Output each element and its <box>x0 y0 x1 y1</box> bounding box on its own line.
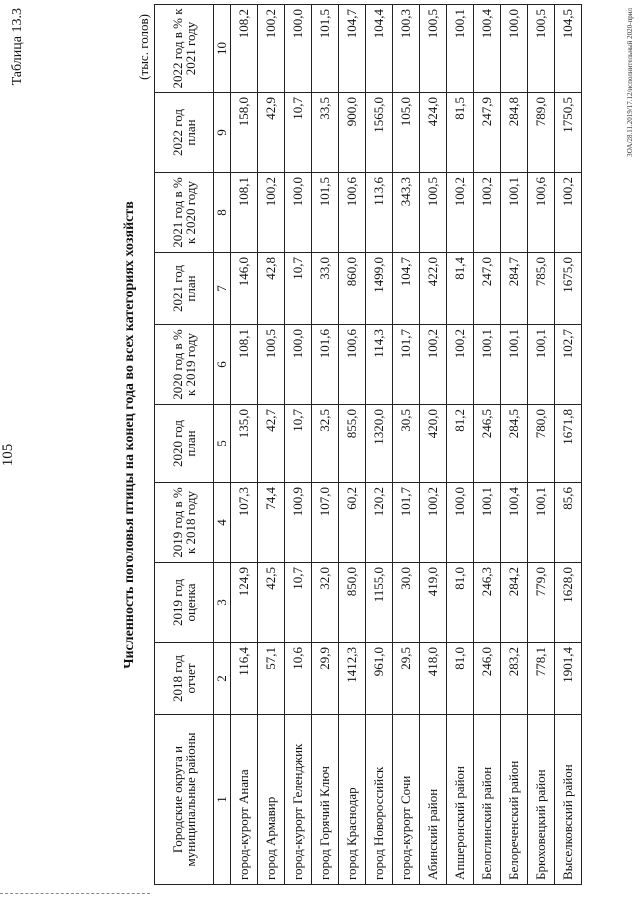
value-cell: 100,4 <box>474 5 501 93</box>
value-cell: 247,9 <box>474 93 501 173</box>
value-cell: 961,0 <box>366 643 393 715</box>
column-number: 1 <box>214 715 231 885</box>
value-cell: 246,3 <box>474 563 501 643</box>
value-cell: 104,7 <box>339 5 366 93</box>
value-cell: 33,0 <box>312 253 339 325</box>
column-number: 10 <box>214 5 231 93</box>
table-row <box>339 5 366 885</box>
value-cell: 32,0 <box>312 563 339 643</box>
value-cell: 419,0 <box>420 563 447 643</box>
value-cell: 284,8 <box>501 93 528 173</box>
column-number: 5 <box>214 405 231 483</box>
value-cell: 100,6 <box>339 173 366 253</box>
value-cell: 113,6 <box>366 173 393 253</box>
value-cell: 100,6 <box>528 173 555 253</box>
page-number: 105 <box>0 443 16 467</box>
table-row <box>366 5 393 885</box>
value-cell: 100,1 <box>474 483 501 563</box>
table-row <box>447 5 474 885</box>
value-cell: 124,9 <box>231 563 258 643</box>
value-cell: 100,1 <box>528 483 555 563</box>
value-cell: 10,7 <box>285 93 312 173</box>
value-cell: 1320,0 <box>366 405 393 483</box>
table-row <box>312 5 339 885</box>
value-cell: 100,1 <box>474 325 501 405</box>
value-cell: 100,0 <box>285 5 312 93</box>
value-cell: 81,0 <box>447 563 474 643</box>
value-cell: 100,1 <box>528 325 555 405</box>
value-cell: 343,3 <box>393 173 420 253</box>
value-cell: 29,5 <box>393 643 420 715</box>
district-name-cell: Брюховецкий район <box>528 715 555 885</box>
value-cell: 100,2 <box>420 483 447 563</box>
value-cell: 101,6 <box>312 325 339 405</box>
value-cell: 100,2 <box>447 325 474 405</box>
header-cell: 2019 год оценка <box>155 563 214 643</box>
value-cell: 42,9 <box>258 93 285 173</box>
value-cell: 32,5 <box>312 405 339 483</box>
value-cell: 1671,8 <box>555 405 582 483</box>
district-name-cell: город Новороссийск <box>366 715 393 885</box>
header-cell: 2022 год в % к 2021 году <box>155 5 214 93</box>
value-cell: 42,5 <box>258 563 285 643</box>
table-title: Численность поголовья птицы на конец года во всех категориях хозяйств <box>122 201 137 669</box>
value-cell: 107,3 <box>231 483 258 563</box>
value-cell: 30,0 <box>393 563 420 643</box>
value-cell: 101,5 <box>312 5 339 93</box>
table-row <box>393 5 420 885</box>
value-cell: 60,2 <box>339 483 366 563</box>
value-cell: 81,2 <box>447 405 474 483</box>
value-cell: 284,2 <box>501 563 528 643</box>
value-cell: 85,6 <box>555 483 582 563</box>
value-cell: 100,2 <box>447 173 474 253</box>
value-cell: 1750,5 <box>555 93 582 173</box>
table-label: Таблица 13.3 <box>10 8 25 86</box>
value-cell: 1675,0 <box>555 253 582 325</box>
value-cell: 246,0 <box>474 643 501 715</box>
district-name-cell: город-курорт Сочи <box>393 715 420 885</box>
value-cell: 42,8 <box>258 253 285 325</box>
table-row <box>231 5 258 885</box>
header-row <box>155 5 214 885</box>
table-row <box>258 5 285 885</box>
value-cell: 100,2 <box>258 5 285 93</box>
value-cell: 114,3 <box>366 325 393 405</box>
value-cell: 1901,4 <box>555 643 582 715</box>
value-cell: 105,0 <box>393 93 420 173</box>
value-cell: 100,2 <box>258 173 285 253</box>
value-cell: 283,2 <box>501 643 528 715</box>
value-cell: 108,1 <box>231 325 258 405</box>
table-row <box>555 5 582 885</box>
value-cell: 100,6 <box>339 325 366 405</box>
header-cell: 2021 год план <box>155 253 214 325</box>
header-cell: 2018 год отчет <box>155 643 214 715</box>
value-cell: 57,1 <box>258 643 285 715</box>
header-cell: 2019 год в % к 2018 году <box>155 483 214 563</box>
table-row <box>501 5 528 885</box>
value-cell: 104,5 <box>555 5 582 93</box>
district-name-cell: Абинский район <box>420 715 447 885</box>
column-number: 3 <box>214 563 231 643</box>
value-cell: 1499,0 <box>366 253 393 325</box>
column-number: 6 <box>214 325 231 405</box>
value-cell: 778,1 <box>528 643 555 715</box>
value-cell: 108,2 <box>231 5 258 93</box>
value-cell: 420,0 <box>420 405 447 483</box>
value-cell: 780,0 <box>528 405 555 483</box>
column-number: 9 <box>214 93 231 173</box>
table-row <box>528 5 555 885</box>
value-cell: 100,9 <box>285 483 312 563</box>
value-cell: 422,0 <box>420 253 447 325</box>
value-cell: 100,1 <box>501 325 528 405</box>
district-name-cell: город Горячий Ключ <box>312 715 339 885</box>
value-cell: 104,4 <box>366 5 393 93</box>
value-cell: 785,0 <box>528 253 555 325</box>
value-cell: 81,5 <box>447 93 474 173</box>
value-cell: 100,2 <box>474 173 501 253</box>
value-cell: 10,7 <box>285 563 312 643</box>
value-cell: 10,7 <box>285 253 312 325</box>
value-cell: 81,4 <box>447 253 474 325</box>
value-cell: 33,5 <box>312 93 339 173</box>
value-cell: 100,4 <box>501 483 528 563</box>
table-row <box>420 5 447 885</box>
value-cell: 100,5 <box>528 5 555 93</box>
column-number: 8 <box>214 173 231 253</box>
value-cell: 42,7 <box>258 405 285 483</box>
value-cell: 102,7 <box>555 325 582 405</box>
header-cell: Городские округа и муниципальные районы <box>155 715 214 885</box>
value-cell: 101,7 <box>393 325 420 405</box>
district-name-cell: Апшеронский район <box>447 715 474 885</box>
value-cell: 424,0 <box>420 93 447 173</box>
value-cell: 100,0 <box>285 325 312 405</box>
footer-note: ЗОА/28.11.2019/17.12/исполнительный 2020-прил <box>626 8 634 157</box>
units-note: (тыс. голов) <box>136 14 151 80</box>
value-cell: 1155,0 <box>366 563 393 643</box>
header-cell: 2020 год план <box>155 405 214 483</box>
value-cell: 29,9 <box>312 643 339 715</box>
column-number-row <box>214 5 231 885</box>
district-name-cell: город Краснодар <box>339 715 366 885</box>
value-cell: 108,1 <box>231 173 258 253</box>
value-cell: 418,0 <box>420 643 447 715</box>
value-cell: 10,6 <box>285 643 312 715</box>
value-cell: 779,0 <box>528 563 555 643</box>
column-number: 7 <box>214 253 231 325</box>
table-row <box>285 5 312 885</box>
value-cell: 1565,0 <box>366 93 393 173</box>
poultry-table <box>154 4 582 885</box>
value-cell: 246,5 <box>474 405 501 483</box>
value-cell: 860,0 <box>339 253 366 325</box>
value-cell: 120,2 <box>366 483 393 563</box>
district-name-cell: Белореченский район <box>501 715 528 885</box>
value-cell: 107,0 <box>312 483 339 563</box>
value-cell: 100,0 <box>501 5 528 93</box>
value-cell: 900,0 <box>339 93 366 173</box>
value-cell: 855,0 <box>339 405 366 483</box>
table-row <box>474 5 501 885</box>
value-cell: 100,2 <box>555 173 582 253</box>
value-cell: 1412,3 <box>339 643 366 715</box>
district-name-cell: Выселковский район <box>555 715 582 885</box>
table-body <box>231 5 582 885</box>
value-cell: 100,5 <box>258 325 285 405</box>
value-cell: 284,5 <box>501 405 528 483</box>
value-cell: 158,0 <box>231 93 258 173</box>
value-cell: 116,4 <box>231 643 258 715</box>
header-cell: 2022 год план <box>155 93 214 173</box>
value-cell: 10,7 <box>285 405 312 483</box>
value-cell: 100,1 <box>501 173 528 253</box>
value-cell: 146,0 <box>231 253 258 325</box>
district-name-cell: Белоглинский район <box>474 715 501 885</box>
district-name-cell: город Армавир <box>258 715 285 885</box>
value-cell: 81,0 <box>447 643 474 715</box>
value-cell: 789,0 <box>528 93 555 173</box>
value-cell: 135,0 <box>231 405 258 483</box>
value-cell: 30,5 <box>393 405 420 483</box>
value-cell: 100,0 <box>285 173 312 253</box>
header-cell: 2020 год в % к 2019 году <box>155 325 214 405</box>
district-name-cell: город-курорт Анапа <box>231 715 258 885</box>
value-cell: 101,5 <box>312 173 339 253</box>
value-cell: 100,5 <box>420 5 447 93</box>
value-cell: 100,1 <box>447 5 474 93</box>
value-cell: 247,0 <box>474 253 501 325</box>
value-cell: 74,4 <box>258 483 285 563</box>
column-number: 2 <box>214 643 231 715</box>
value-cell: 850,0 <box>339 563 366 643</box>
value-cell: 1628,0 <box>555 563 582 643</box>
value-cell: 100,0 <box>447 483 474 563</box>
value-cell: 100,5 <box>420 173 447 253</box>
value-cell: 104,7 <box>393 253 420 325</box>
value-cell: 100,2 <box>420 325 447 405</box>
value-cell: 101,7 <box>393 483 420 563</box>
header-cell: 2021 год в % к 2020 году <box>155 173 214 253</box>
value-cell: 284,7 <box>501 253 528 325</box>
district-name-cell: город-курорт Геленджик <box>285 715 312 885</box>
value-cell: 100,3 <box>393 5 420 93</box>
column-number: 4 <box>214 483 231 563</box>
